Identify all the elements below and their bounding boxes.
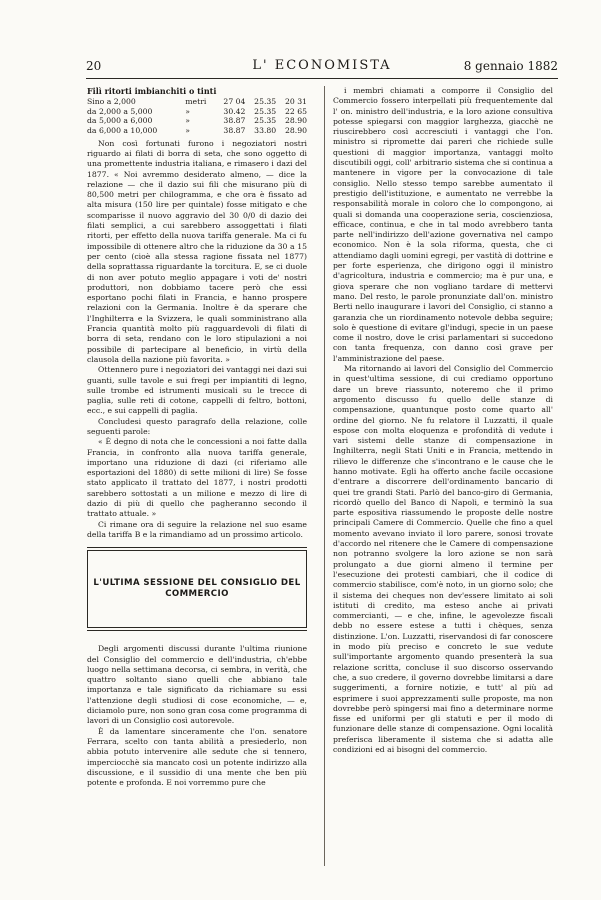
price-cell-v1: 38.87: [223, 116, 246, 126]
price-cell-v3: 20 31: [284, 97, 307, 107]
price-cell-v3: 28.90: [284, 116, 307, 126]
price-cell-v2: 25.35: [254, 116, 277, 126]
price-cell-label: da 6,000 a 10,000: [87, 126, 158, 136]
price-cell-label: Sino a 2,000: [87, 97, 136, 107]
price-table-row: [87, 116, 307, 126]
paragraph: « È degno di nota che le concessioni a noi fatte dalla Francia, in confronto alla nuova tariffa generale, importano una riduzione di dazi (ci riferiamo alle esportazioni del 1880) di sette milioni di lire) Se fosse stato applicato il trattato del 1877, i nostri prodotti sarebbero sottostati a un milione e mezzo di lire di dazio di più di quello che pagheranno secondo il trattato attuale. »: [87, 437, 307, 519]
section-heading: L'ULTIMA SESSIONE DEL CONSIGLIO DEL COMMERCIO: [93, 578, 301, 600]
column-divider: [324, 86, 325, 866]
price-table-title: Filì ritorti imbianchiti o tinti: [87, 86, 217, 96]
page-number: 20: [86, 59, 102, 73]
price-cell-v1: 38.87: [223, 126, 246, 136]
left-column-paragraphs: [87, 139, 307, 541]
price-table-row: [87, 97, 307, 107]
paragraph: È da lamentare sinceramente che l'on. senatore Ferrara, scelto con tanta abilità a presiederlo, non abbia potuto intervenire alle sedute che si tennero, imperciocchè sia mancato così un potente indirizzo alla discussione, e il sussidio di una mente che ben più potente e profonda. E noi vorremmo pure che: [87, 726, 307, 788]
price-cell-v1: 30.42: [223, 106, 246, 116]
page-header: [86, 52, 558, 79]
price-cell-unit: metri: [185, 97, 207, 107]
price-cell-label: da 5,000 a 6,000: [87, 116, 153, 126]
right-column: [333, 86, 553, 866]
masthead-title: L' ECONOMISTA: [252, 58, 392, 73]
price-table-row: [87, 107, 307, 117]
paragraph: Ottennero pure i negoziatori dei vantaggi nei dazi sui guanti, sulle tavole e sui fregi per impiantiti di legno, sulle trombe ed istrumenti musicali su le trecce di paglia, sulle reti di cotone, cappelli di feltro, bottoni, ecc., e sui cappelli di paglia.: [87, 365, 307, 416]
price-cell-unit: »: [185, 106, 190, 116]
paragraph: Concludesi questo paragrafo della relazione, colle seguenti parole:: [87, 416, 307, 436]
price-cell-label: da 2,000 a 5,000: [87, 106, 153, 116]
price-cell-v2: 25.35: [254, 106, 277, 116]
left-column: [87, 86, 307, 866]
issue-date: 8 gennaio 1882: [463, 59, 558, 73]
price-cell-v3: 28.90: [284, 126, 307, 136]
price-cell-unit: »: [185, 126, 190, 136]
price-table: [87, 97, 307, 135]
price-cell-v2: 33.80: [254, 126, 277, 136]
paragraph: Degli argomenti discussi durante l'ultima riunione del Consiglio del commercio e dell'industria, ch'ebbe luogo nella settimana decorsa, ci sembra, in verità, che quattro soltanto siano quelli che abbiano tale importanza e tale significato da richiamare su essi l'attenzione degli studiosi di cose economiche, — e, diciamolo pure, non sono gran cosa come programma di lavori di un Consiglio così autorevole.: [87, 644, 307, 726]
left-column-article: [87, 644, 307, 788]
paragraph: Ci rimane ora di seguire la relazione nel suo esame della tariffa B e la rimandiamo ad un prossimo articolo.: [87, 519, 307, 539]
price-cell-unit: »: [185, 116, 190, 126]
price-cell-v3: 22 65: [284, 106, 307, 116]
price-cell-v2: 25.35: [254, 97, 277, 107]
paragraph: Non così fortunati furono i negoziatori nostri riguardo ai filati di borra di seta, che sono oggetto di una promettente industria italiana, e rimasero i dazi del 1877. « Noi avremmo desiderato almeno, — dice la relazione — che il dazio sui fili che misurano più di 80,500 metri per chilogramma, e che ora è fissato ad alta misura (150 lire per quintale) fosse mitigato e che scomparisse il nuovo aggravio del 30 0/0 di dazio dei filati semplici, a cui sarebbero assoggettati i filati ritorti, per effetto della nuova tariffa generale. Ma ci fu impossibile di ottenere altro che la riduzione da 30 a 15 per cento (cioè alla stessa ragione fissata nel 1877) della soprattassa riguardante la torcitura. E, se ci duole di non aver potuto meglio appagare i voti de' nostri produttori, non dobbiamo tacere però che essi esportano pochi filati in Francia, e hanno prospere relazioni con la Germania. Inoltre è da sperare che l'Inghilterra e la Svizzera, le quali somministrano alla Francia quantità molto più ragguardevoli di filati di borra di seta, rendano con le loro stipulazioni a noi possibile di partecipare al beneficio, in virtù della clausola della nazione più favorita. »: [87, 138, 307, 364]
price-cell-v1: 27 04: [223, 97, 246, 107]
section-heading-box: [87, 550, 307, 628]
right-column-article: [333, 86, 553, 755]
price-table-row: [87, 126, 307, 136]
paragraph: Ma ritornando ai lavori del Consiglio del Commercio in quest'ultima sessione, di cui crediamo opportuno dare un breve riassunto, noteremo che il primo argomento discusso fu quello delle stanze di compensazione, quantunque posto come quarto all' ordine del giorno. Ne fu relatore il Luzzatti, il quale espose con molta eloquenza e profondità di vedute i vari sistemi delle stanze di compensazione in Inghilterra, negli Stati Uniti e in Francia, mettendo in rilievo le differenze che s'incontrano e le cause che le hanno motivate. Egli ha offerto anche facile occasione d'entrare a discorrere dell'ordinamento bancario di quei tre grandi Stati. Parlò del banco-giro di Germania, ricordò quello del Banco di Napoli, e terminò la sua parte espositiva riassumendo le proposte delle nostre principali Camere di Commercio. Quelle che fino a quel momento avevano inviato il loro parere, sonosi trovate d'accordo nel ritenere che le Camere di compensazione non potranno svolgere la loro azione se non sarà prolungato a due giorni almeno il termine per l'esecuzione dei protesti cambiari, che il codice di commercio stabilisce, com'è noto, in un giorno solo; che il sistema dei cheques non dev'essere limitato ai soli istituti di credito, ma esteso anche ai privati commercianti, — e che, infine, le agevolezze fiscali debb no essere estese a tutti i chèques, senza distinzione. L'on. Luzzatti, riservandosi di far conoscere in modo più preciso e concreto le sue vedute sull'importante argomento quando presenterà la sua relazione scritta, concluse il suo discorso osservando che, a suo credere, il governo dovrebbe limitarsi a dare suggerimenti, a fornire notizie, e tutt' al più ad esprimere i suoi apprezzamenti sulle proposte, ma non dovrebbe però spingersi mai fino a determinare norme fisse ed uniformi per gli statuti e per il modo di funzionare delle stanze di compensazione. Ogni località preferisca liberamente il sistema che si adatta alle condizioni ed ai bisogni del commercio.: [333, 364, 553, 754]
paragraph: i membri chiamati a comporre il Consiglio del Commercio fossero interpellati più frequentemente dal l' on. ministro dell'industria, e la loro azione consultiva potesse spiegarsi con maggior larghezza, giacchè ne riuscirebbero così accresciuti i vantaggi che l'on. ministro si ripromette dai pareri che richiede sulle questioni di maggior importanza, vantaggi molto discutibili oggi, coll' arbitrario sistema che si continua a mantenere in vigore per la convocazione di tale consiglio. Nello stesso tempo sarebbe aumentato il prestigio dell'istituzione, e aumentato ne verrebbe la responsabilità morale in coloro che lo compongono, ai quali si domanda una cooperazione seria, coscienziosa, efficace, continua, e che in tal modo avrebbero tanta parte nell'indirizzo dell'azione governativa nel campo economico. Non è la sola riforma, questa, che ci attendiamo dagli uomini egregi, per vastità di dottrine e per forte esperienza, che dirigono oggi il ministro d'agricoltura, industria e commercio; ma è pur una, e giova sperare che non vogliano tardare di mettervi mano. Del resto, le parole pronunziate dall'on. ministro Berti nello inaugurare i lavori del Consiglio, ci stanno a garanzia che un riordinamento notevole debba seguire; solo è questione di evitare gl'indugi, specie in un paese come il nostro, dove le crisi parlamentari si succedono con tanta frequenza, con danno così grave per l'amministrazione del paese.: [333, 86, 553, 363]
